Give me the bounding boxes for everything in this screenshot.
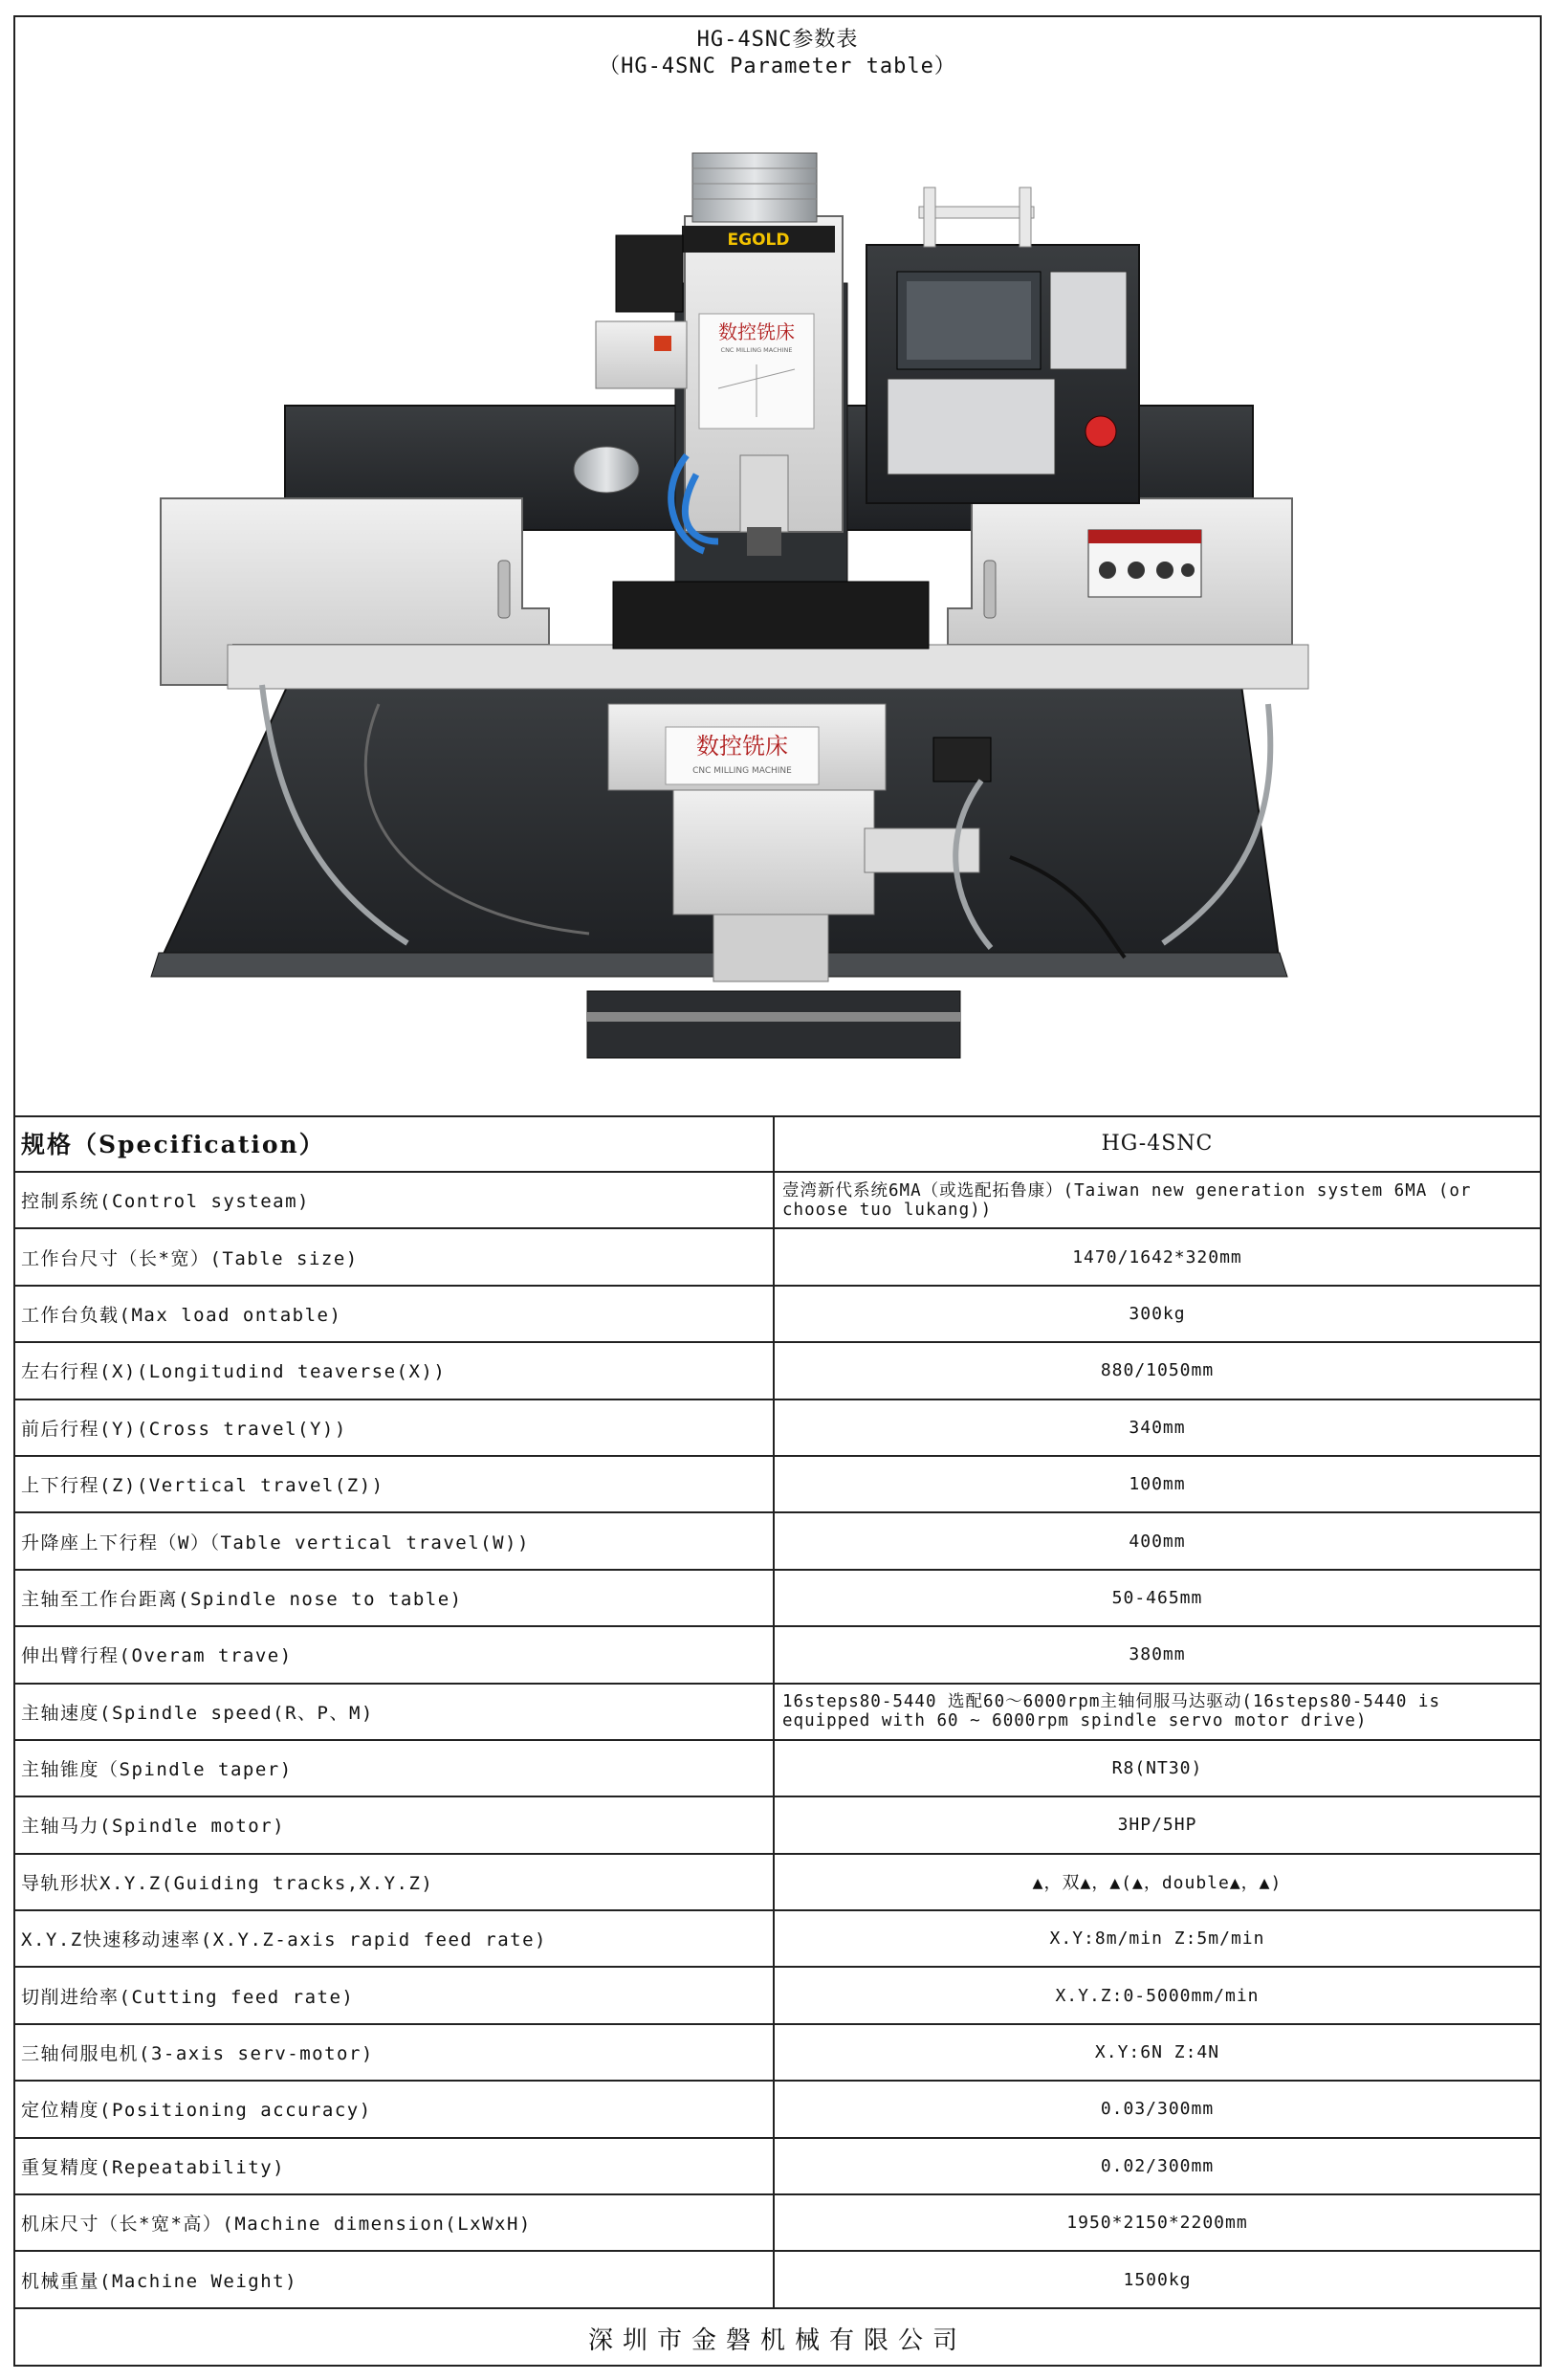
spec-label: 伸出臂行程(Overam trave)	[15, 1627, 775, 1682]
spec-label: 工作台尺寸（长*宽）(Table size)	[15, 1229, 775, 1284]
work-table	[613, 582, 929, 649]
table-header-row	[15, 1115, 1540, 1173]
spec-label: 定位精度(Positioning accuracy)	[15, 2082, 775, 2136]
operator-buttons	[888, 379, 1055, 474]
spec-value: 壹湾新代系统6MA（或选配拓鲁康）(Taiwan new generation system 6MA (or choose tuo lukang))	[782, 1180, 1472, 1220]
spec-value: 380mm	[1129, 1644, 1186, 1665]
spindle-motor	[692, 153, 817, 222]
spec-label: X.Y.Z快速移动速率(X.Y.Z-axis rapid feed rate)	[15, 1911, 775, 1966]
brand-logo: EGOLD	[727, 231, 790, 250]
spec-value: 1950*2150*2200mm	[1066, 2213, 1248, 2234]
spec-label: 左右行程(X)(Longitudind teaverse(X))	[15, 1343, 775, 1398]
spec-label: 上下行程(Z)(Vertical travel(Z))	[15, 1457, 775, 1511]
spec-label: 控制系统(Control systeam)	[15, 1173, 775, 1227]
knee-crank	[865, 828, 979, 872]
door-handle-icon	[498, 561, 510, 618]
spec-label: 升降座上下行程（W）（Table vertical travel(W))	[15, 1513, 775, 1568]
machine-base	[587, 991, 960, 1058]
head-label-cn: 数控铣床	[718, 320, 795, 343]
feed-gearbox	[596, 321, 687, 388]
spec-value: 3HP/5HP	[1117, 1815, 1197, 1836]
spec-table	[15, 1115, 1540, 2309]
spec-value: 100mm	[1129, 1474, 1186, 1495]
table-row	[15, 1911, 1540, 1968]
table-row	[15, 1457, 1540, 1513]
spindle-nose	[747, 527, 781, 556]
spec-header-label: 规格（Specification）	[15, 1115, 775, 1171]
spec-header-model: HG-4SNC	[1101, 1131, 1214, 1156]
spec-value: 16steps80-5440 选配60～6000rpm主轴伺服马达驱动(16steps80-5440 is equipped with 60 ~ 6000rpm spindle servo motor drive)	[782, 1692, 1441, 1731]
table-row	[15, 2025, 1540, 2082]
table-row	[15, 1741, 1540, 1797]
emergency-stop-icon	[1086, 416, 1116, 447]
spec-value: 1470/1642*320mm	[1072, 1246, 1242, 1267]
table-row	[15, 1685, 1540, 1741]
table-row	[15, 2082, 1540, 2138]
spec-label: 切削进给率(Cutting feed rate)	[15, 1968, 775, 2022]
spec-label: 导轨形状X.Y.Z(Guiding tracks,X.Y.Z)	[15, 1855, 775, 1909]
spec-label: 机床尺寸（长*宽*高）(Machine dimension(LxWxH)	[15, 2195, 775, 2250]
elevating-screw-housing	[713, 915, 828, 981]
knee-body	[673, 790, 874, 915]
spec-label: 前后行程(Y)(Cross travel(Y))	[15, 1400, 775, 1455]
front-guard-rail	[228, 645, 1308, 689]
spec-value: 340mm	[1129, 1417, 1186, 1438]
servo-motor	[616, 235, 683, 312]
spindle-quill	[740, 455, 788, 532]
spec-value: X.Y:6N Z:4N	[1094, 2042, 1220, 2063]
spec-value: R8(NT30)	[1111, 1758, 1203, 1779]
table-row	[15, 1855, 1540, 1911]
head-label-en: CNC MILLING MACHINE	[720, 346, 793, 354]
spec-label: 机械重量(Machine Weight)	[15, 2252, 775, 2306]
table-row	[15, 1343, 1540, 1399]
spec-value: 50-465mm	[1111, 1587, 1203, 1608]
table-row	[15, 1513, 1540, 1570]
base-label-cn: 数控铣床	[696, 733, 788, 760]
base-label-en: CNC MILLING MACHINE	[692, 766, 792, 776]
spec-value: X.Y:8m/min Z:5m/min	[1049, 1928, 1265, 1950]
control-arm	[919, 207, 1034, 218]
cnc-milling-machine-illustration	[15, 92, 1540, 1113]
spec-value: 880/1050mm	[1100, 1360, 1215, 1381]
spec-label: 主轴速度(Spindle speed(R、P、M)	[15, 1685, 775, 1739]
spec-value: 0.03/300mm	[1100, 2099, 1215, 2120]
spec-label: 工作台负载(Max load ontable)	[15, 1287, 775, 1341]
table-row	[15, 1400, 1540, 1457]
table-row	[15, 1797, 1540, 1854]
table-row	[15, 1287, 1540, 1343]
table-row	[15, 1968, 1540, 2024]
sheet-title	[15, 17, 1540, 94]
table-row	[15, 1627, 1540, 1684]
table-row	[15, 1229, 1540, 1286]
table-row	[15, 1571, 1540, 1627]
title-cn: HG-4SNC参数表	[696, 28, 859, 52]
door-handle-icon	[984, 561, 996, 618]
table-row	[15, 2195, 1540, 2252]
junction-box	[933, 738, 991, 782]
control-keypad	[1050, 272, 1127, 369]
spec-label: 重复精度(Repeatability)	[15, 2139, 775, 2193]
spec-value: 400mm	[1129, 1531, 1186, 1552]
spec-value: 0.02/300mm	[1100, 2155, 1215, 2176]
spec-value: ▲，双▲，▲(▲，double▲，▲)	[1032, 1873, 1283, 1894]
machine-photo	[15, 92, 1540, 1117]
table-row	[15, 2252, 1540, 2308]
title-en: （HG-4SNC Parameter table）	[599, 55, 956, 78]
power-feed-unit	[574, 447, 639, 493]
spec-value: 300kg	[1129, 1303, 1186, 1324]
table-row	[15, 1173, 1540, 1229]
spec-label: 三轴伺服电机(3-axis serv-motor)	[15, 2025, 775, 2080]
spec-value: X.Y.Z:0-5000mm/min	[1055, 1985, 1260, 2006]
table-row	[15, 2139, 1540, 2195]
company-footer: 深圳市金磐机械有限公司	[587, 2325, 967, 2355]
spec-label: 主轴锥度（Spindle taper)	[15, 1741, 775, 1796]
parameter-sheet	[13, 15, 1542, 2367]
spec-label: 主轴马力(Spindle motor)	[15, 1797, 775, 1852]
spec-label: 主轴至工作台距离(Spindle nose to table)	[15, 1571, 775, 1625]
spec-value: 1500kg	[1123, 2269, 1192, 2290]
